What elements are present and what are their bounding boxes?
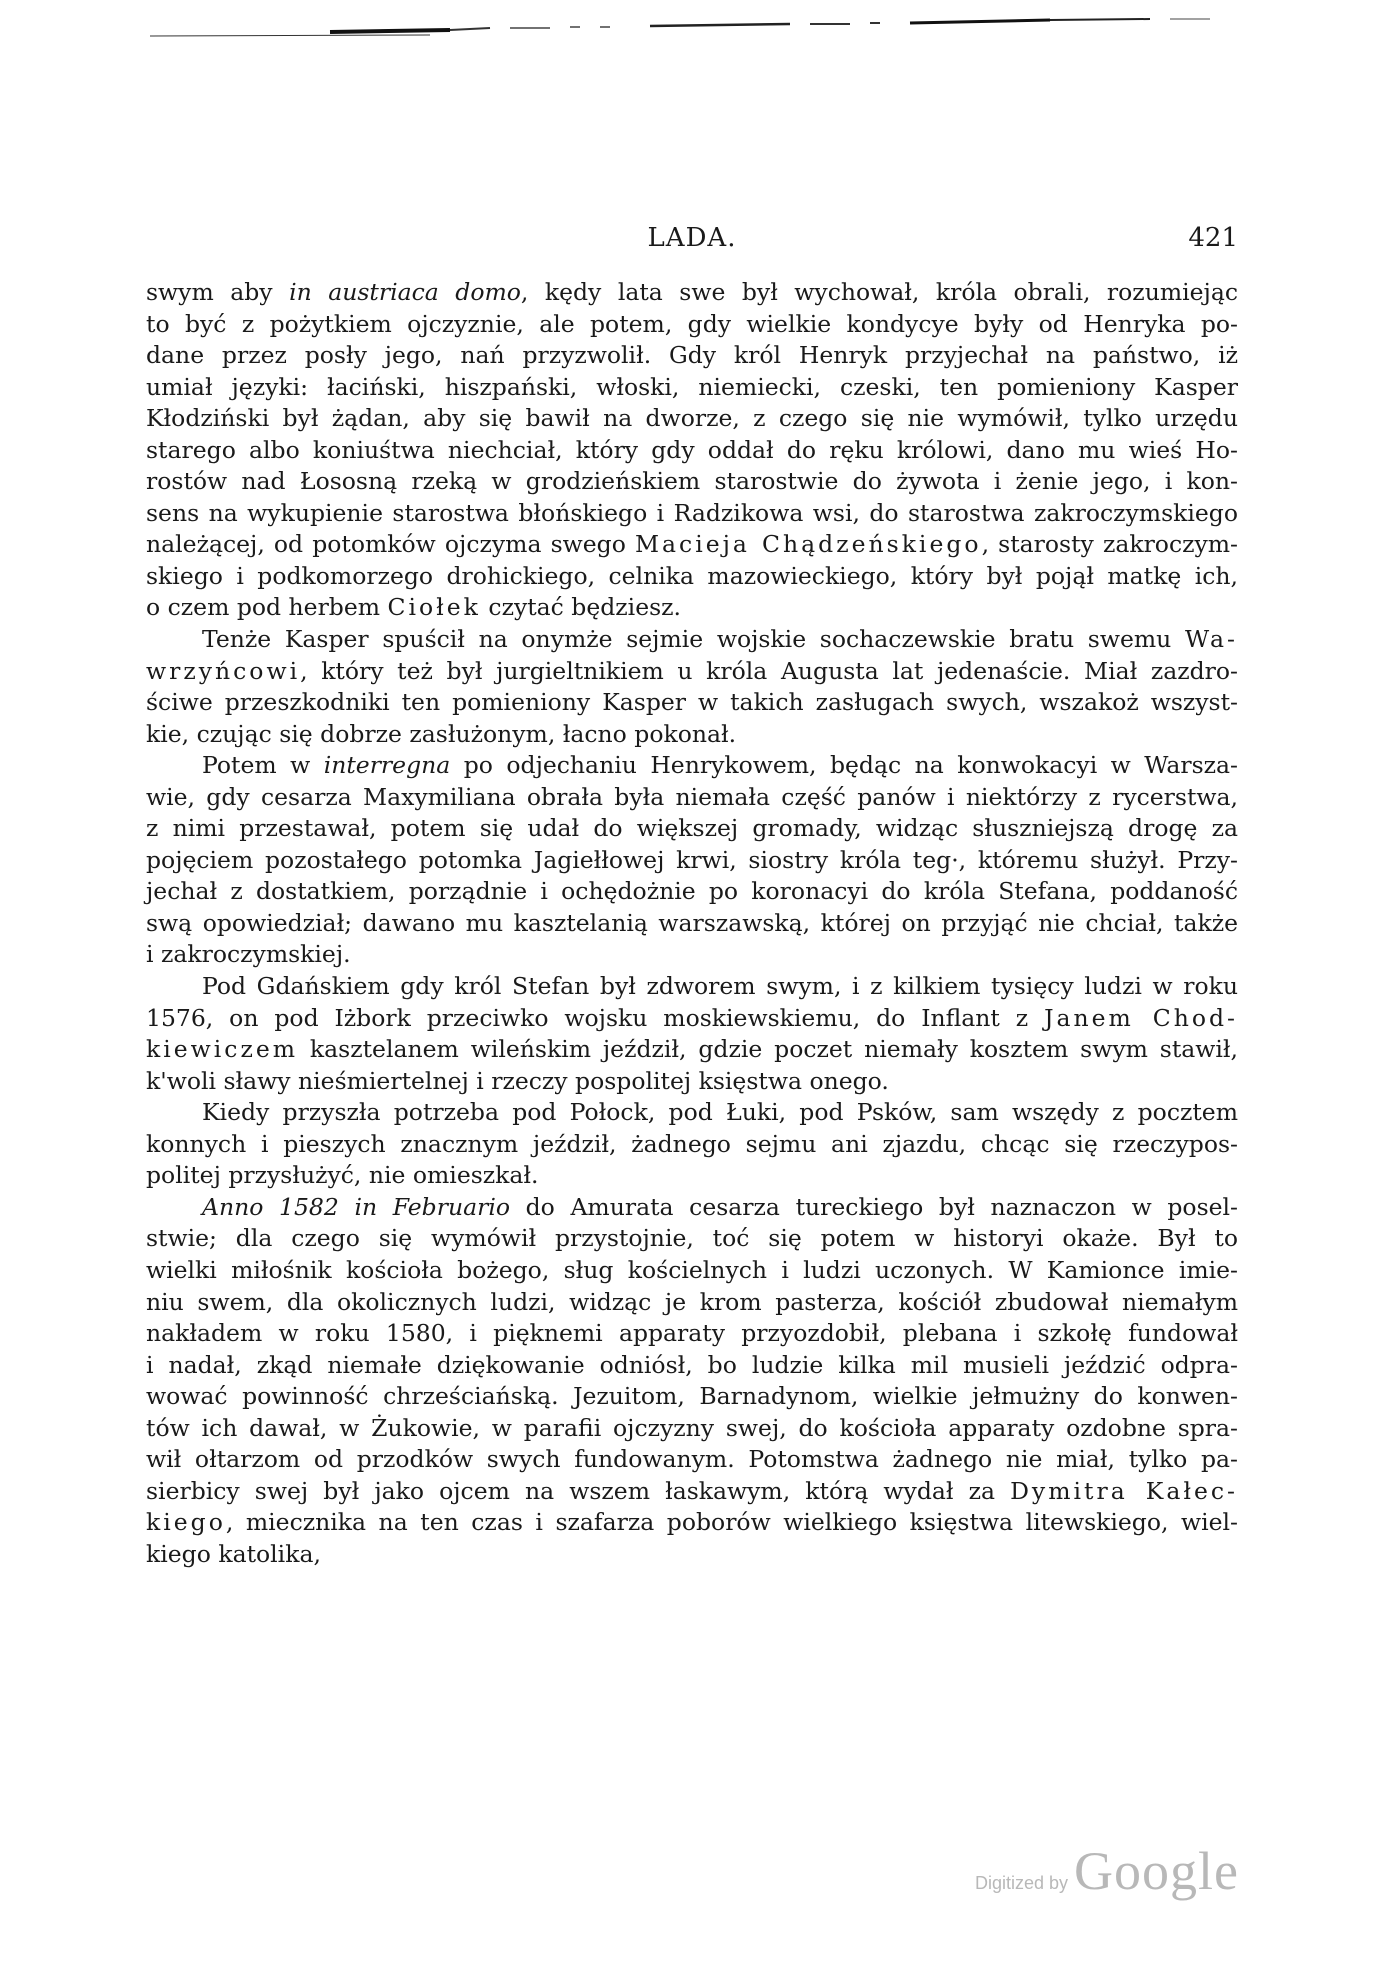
spaced-name: kiego bbox=[146, 1508, 226, 1537]
text-line bbox=[146, 719, 1238, 751]
text-run: pojęciem pozostałego potomka Jagiełłowej krwi, siostry króla teg·, któremu służył. Przy- bbox=[146, 845, 1238, 874]
text-run: Kiedy przyszła potrzeba pod Połock, pod Łuki, pod Psków, sam wszędy z pocztem bbox=[202, 1098, 1238, 1127]
text-run: niu swem, dla okolicznych ludzi, widząc je krom pasterza, kościół zbudował niemałym bbox=[146, 1287, 1238, 1316]
text-run: stwie; dla czego się wymówił przystojnie, toć się potem w historyi okaże. Był to bbox=[146, 1224, 1238, 1253]
text-run: czytać będziesz. bbox=[480, 593, 682, 622]
text-line bbox=[146, 529, 1238, 561]
text-line bbox=[146, 1066, 1238, 1098]
spaced-name: Ciołek bbox=[387, 593, 481, 622]
page-header bbox=[146, 218, 1238, 258]
italic-text: Anno 1582 in Februario bbox=[202, 1192, 510, 1221]
text-run: należącej, od potomków ojczyma swego bbox=[146, 530, 635, 559]
text-run: swą opowiedział; dawano mu kasztelanią warszawską, której on przyjąć nie chciał, także bbox=[146, 908, 1238, 937]
text-line bbox=[146, 1381, 1238, 1413]
text-run: i nadał, zkąd niemałe dziękowanie odniósł, bo ludzie kilka mil musieli jeździć odpra- bbox=[146, 1350, 1238, 1379]
text-run: Potem w bbox=[202, 751, 324, 780]
text-line bbox=[146, 340, 1238, 372]
text-line bbox=[146, 1350, 1238, 1382]
text-line bbox=[146, 592, 1238, 624]
text-run: starego albo koniuśtwa niechciał, który gdy oddał do ręku królowi, dano mu wieś Ho- bbox=[146, 435, 1238, 464]
text-run: umiał języki: łaciński, hiszpański, włoski, niemiecki, czeski, ten pomieniony Kasper bbox=[146, 372, 1238, 401]
text-run: i zakroczymskiej. bbox=[146, 940, 351, 969]
text-line bbox=[146, 908, 1238, 940]
text-line bbox=[146, 845, 1238, 877]
text-run: 1576, on pod Iżbork przeciwko wojsku moskiewskiemu, do Inflant z bbox=[146, 1003, 1045, 1032]
text-line bbox=[146, 782, 1238, 814]
text-line bbox=[146, 1318, 1238, 1350]
spaced-name: Macieja Chądzeńskiego bbox=[634, 530, 982, 559]
text-run: , kędy lata swe był wychował, króla obrali, rozumiejąc bbox=[520, 278, 1238, 306]
text-line bbox=[146, 1476, 1238, 1508]
watermark-prefix: Digitized by bbox=[975, 1873, 1069, 1893]
text-run: kasztelanem wileńskim jeździł, gdzie poczet niemały kosztem swym stawił, bbox=[298, 1035, 1238, 1064]
text-line bbox=[146, 1413, 1238, 1445]
text-run: , który też był jurgieltnikiem u króla Augusta lat jedenaście. Miał zazdro- bbox=[300, 656, 1238, 685]
text-run: politej przysłużyć, nie omieszkał. bbox=[146, 1161, 539, 1190]
text-run: ściwe przeszkodniki ten pomieniony Kasper w takich zasługach swych, wszakoż wszyst- bbox=[146, 688, 1238, 717]
text-run: , miecznika na ten czas i szafarza poborów wielkiego księstwa litewskiego, wiel- bbox=[225, 1508, 1238, 1537]
text-line bbox=[146, 971, 1238, 1003]
digitized-by-google-watermark bbox=[975, 1840, 1239, 1902]
text-line bbox=[146, 656, 1238, 688]
text-line bbox=[146, 1192, 1238, 1224]
text-line bbox=[146, 624, 1238, 656]
text-line bbox=[146, 498, 1238, 530]
text-line bbox=[146, 939, 1238, 971]
text-run: sens na wykupienie starostwa błońskiego i Radzikowa wsi, do starostwa zakroczymskiego bbox=[146, 498, 1238, 527]
text-run: to być z pożytkiem ojczyznie, ale potem, gdy wielkie kondycye były od Henryka po- bbox=[146, 309, 1238, 338]
text-line bbox=[146, 435, 1238, 467]
scan-edge-rule bbox=[150, 18, 1250, 42]
text-line bbox=[146, 372, 1238, 404]
text-run: tów ich dawał, w Żukowie, w parafii ojczyzny swej, do kościoła apparaty ozdobne spra- bbox=[146, 1413, 1238, 1442]
text-line bbox=[146, 1444, 1238, 1476]
text-run: dane przez posły jego, nań przyzwolił. Gdy król Henryk przyjechał na państwo, iż bbox=[146, 341, 1238, 370]
text-run: , starosty zakroczym- bbox=[981, 530, 1239, 559]
running-head: LADA. bbox=[647, 223, 737, 253]
paragraph bbox=[146, 1097, 1238, 1192]
paragraph bbox=[146, 624, 1238, 750]
text-run: z nimi przestawał, potem się udał do większej gromady, widząc słuszniejszą drogę za bbox=[146, 814, 1238, 843]
text-line bbox=[146, 403, 1238, 435]
text-run: wie, gdy cesarza Maxymiliana obrała była niemała część panów i niektórzy z rycerstwa, bbox=[146, 782, 1238, 811]
text-run: Pod Gdańskiem gdy król Stefan był zdworem swym, i z kilkiem tysięcy ludzi w roku bbox=[202, 972, 1238, 1001]
text-line bbox=[146, 750, 1238, 782]
text-line bbox=[146, 876, 1238, 908]
text-run: po odjechaniu Henrykowem, będąc na konwokacyi w Warsza- bbox=[450, 751, 1238, 780]
text-line bbox=[146, 1287, 1238, 1319]
text-run: wielki miłośnik kościoła bożego, sług kościelnych i ludzi uczonych. W Kamionce imie- bbox=[146, 1255, 1238, 1284]
text-run: wować powinność chrześciańską. Jezuitom, Barnadynom, wielkie jełmużny do konwen- bbox=[146, 1382, 1238, 1411]
italic-text: interregna bbox=[323, 751, 451, 780]
spaced-name: Dymitra Kałec- bbox=[1010, 1476, 1238, 1505]
text-line bbox=[146, 813, 1238, 845]
spaced-name: Janem Chod- bbox=[1044, 1003, 1238, 1032]
paragraph bbox=[146, 277, 1238, 624]
text-line bbox=[146, 1507, 1238, 1539]
text-run: o czem pod herbem bbox=[146, 593, 388, 622]
text-run: rostów nad Łososną rzeką w grodzieńskiem starostwie do żywota i żenie jego, i kon- bbox=[146, 467, 1238, 496]
text-line bbox=[146, 1097, 1238, 1129]
text-line bbox=[146, 1003, 1238, 1035]
text-line bbox=[146, 561, 1238, 593]
text-run: do Amurata cesarza tureckiego był naznaczon w posel- bbox=[510, 1192, 1238, 1221]
text-line bbox=[146, 1223, 1238, 1255]
text-line bbox=[146, 1539, 1238, 1571]
text-run: jechał z dostatkiem, porządnie i ochędożnie po koronacyi do króla Stefana, poddaność bbox=[146, 877, 1238, 906]
text-run: kiego katolika, bbox=[146, 1539, 321, 1568]
google-logo: Google bbox=[1074, 1841, 1240, 1901]
text-line bbox=[146, 1129, 1238, 1161]
spaced-name: Wa- bbox=[1184, 625, 1238, 654]
text-line bbox=[146, 277, 1238, 309]
text-run: wił ołtarzom od przodków swych fundowanym. Potomstwa żadnego nie miał, tylko pa- bbox=[146, 1445, 1238, 1474]
paragraph bbox=[146, 750, 1238, 971]
text-line bbox=[146, 309, 1238, 341]
spaced-name: kiewiczem bbox=[146, 1035, 299, 1064]
page-number: 421 bbox=[1188, 223, 1238, 253]
italic-text: in austriaca domo bbox=[289, 278, 521, 306]
text-run: sierbicy swej był jako ojcem na wszem łaskawym, którą wydał za bbox=[146, 1476, 1011, 1505]
body-text bbox=[146, 277, 1238, 1570]
text-line bbox=[146, 1160, 1238, 1192]
text-run: konnych i pieszych znacznym jeździł, żadnego sejmu ani zjazdu, chcąc się rzeczypos- bbox=[146, 1129, 1238, 1158]
text-run: swym aby bbox=[146, 278, 290, 306]
text-run: k'woli sławy nieśmiertelnej i rzeczy pospolitej księstwa onego. bbox=[146, 1066, 889, 1095]
text-line bbox=[146, 1255, 1238, 1287]
text-line bbox=[146, 466, 1238, 498]
paragraph bbox=[146, 971, 1238, 1097]
text-run: skiego i podkomorzego drohickiego, celnika mazowieckiego, który był pojął matkę ich, bbox=[146, 561, 1238, 590]
text-run: Kłodziński był żądan, aby się bawił na dworze, z czego się nie wymówił, tylko urzędu bbox=[146, 404, 1238, 433]
spaced-name: wrzyńcowi bbox=[146, 656, 301, 685]
paragraph bbox=[146, 1192, 1238, 1571]
text-line bbox=[146, 687, 1238, 719]
text-run: kie, czując się dobrze zasłużonym, łacno pokonał. bbox=[146, 719, 737, 748]
text-run: Tenże Kasper spuścił na onymże sejmie wojskie sochaczewskie bratu swemu bbox=[202, 625, 1185, 654]
text-line bbox=[146, 1034, 1238, 1066]
text-run: nakładem w roku 1580, i pięknemi apparaty przyozdobił, plebana i szkołę fundował bbox=[146, 1319, 1238, 1348]
